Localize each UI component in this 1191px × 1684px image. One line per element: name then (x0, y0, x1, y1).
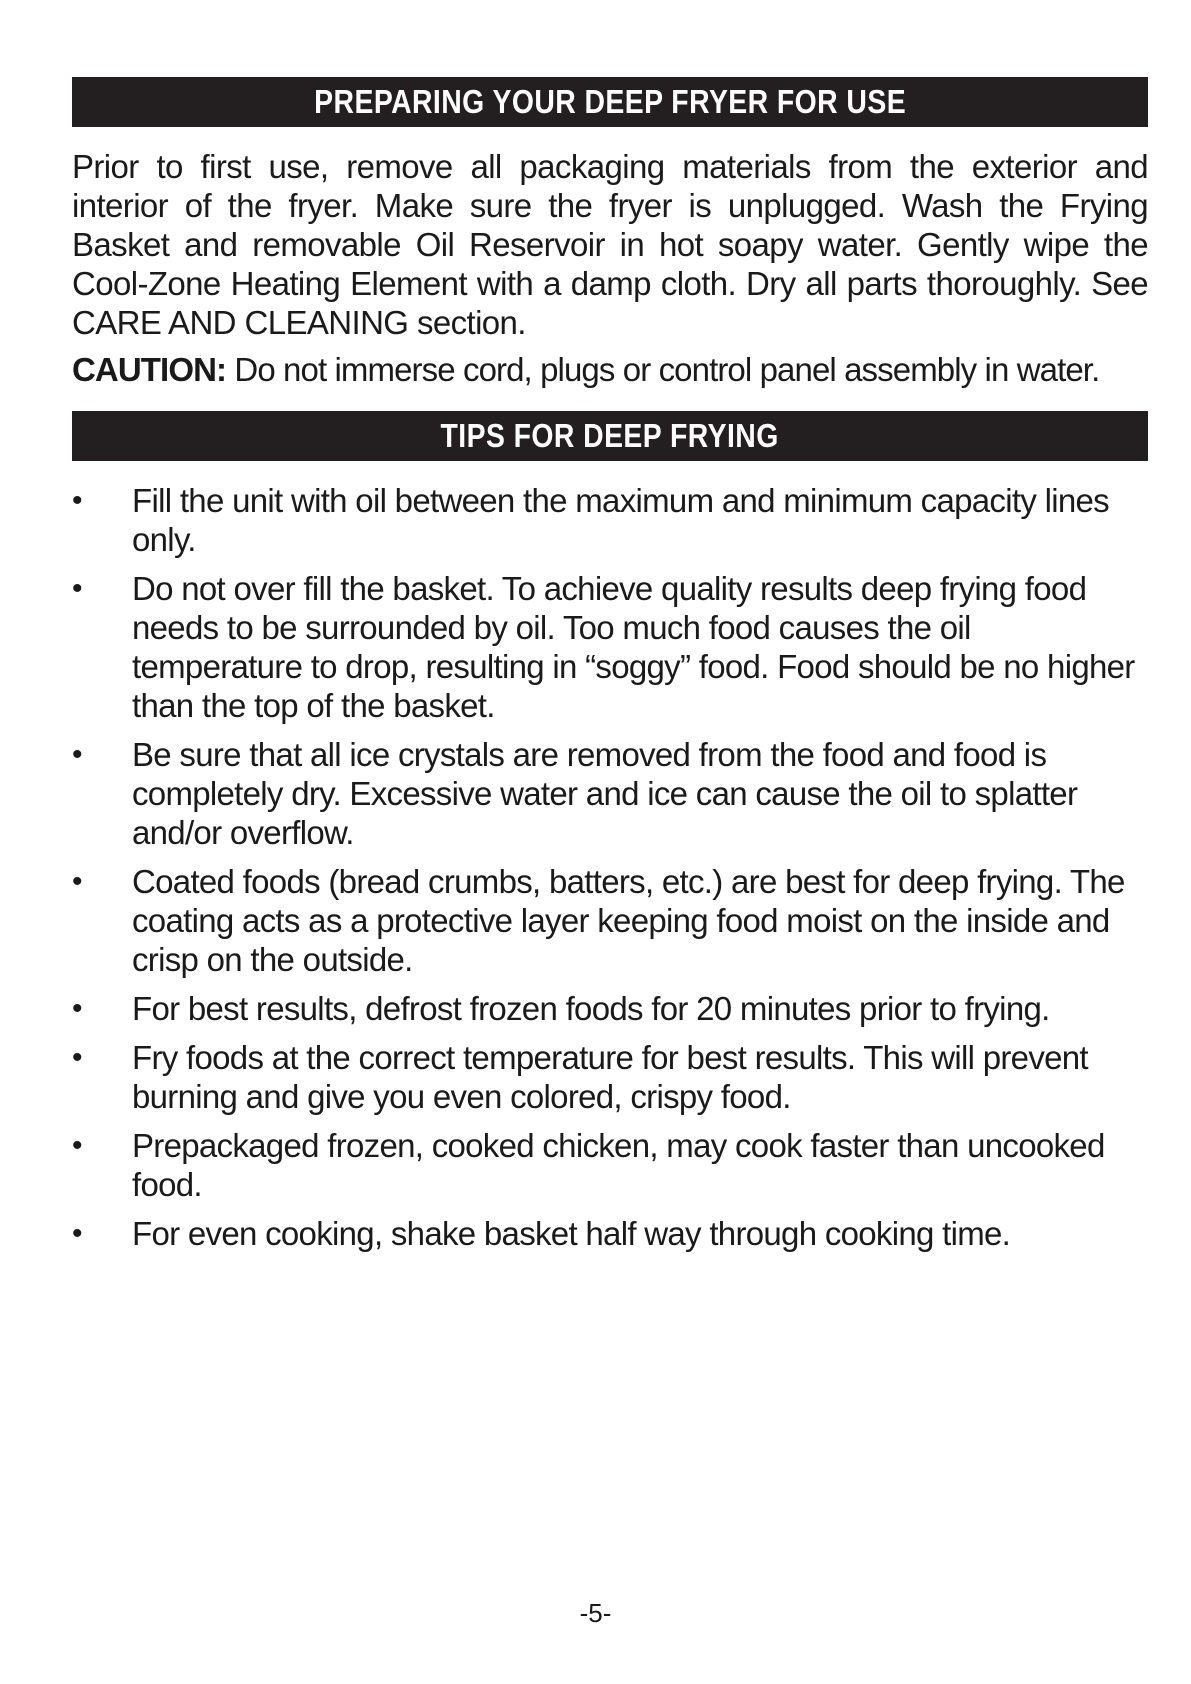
page-number: -5- (579, 1598, 612, 1628)
caution-label: CAUTION: (72, 351, 227, 388)
bullet-icon: • (72, 572, 82, 605)
list-item (72, 569, 1148, 725)
caution-note (72, 350, 1148, 389)
tip-text: For best results, defrost frozen foods for 20 minutes prior to frying. (132, 990, 1050, 1027)
section-title: TIPS FOR DEEP FRYING (440, 417, 780, 454)
tip-text: Do not over fill the basket. To achieve quality results deep frying food needs to be surrounded by oil. Too much food causes the oil temperature to drop, resulting in “soggy” food. Food should be no higher than the top of the basket. (132, 570, 1135, 724)
bullet-icon: • (72, 1217, 82, 1250)
manual-page (72, 77, 1148, 1263)
bullet-icon: • (72, 865, 82, 898)
list-item (72, 735, 1148, 852)
tip-text: Coated foods (bread crumbs, batters, etc.) are best for deep frying. The coating acts as a protective layer keeping food moist on the inside and crisp on the outside. (132, 863, 1125, 978)
tip-text: For even cooking, shake basket half way through cooking time. (132, 1215, 1011, 1252)
preparing-instructions: Prior to first use, remove all packaging materials from the exterior and interior of the fryer. Make sure the fryer is unplugged. Wash the Frying Basket and removable Oil Reservoir in hot soapy water. Gently wipe the Cool-Zone Heating Element with a damp cloth. Dry all parts thoroughly. See CARE AND CLEANING section. (72, 148, 1148, 341)
bullet-icon: • (72, 992, 82, 1025)
tip-text: Prepackaged frozen, cooked chicken, may cook faster than uncooked food. (132, 1127, 1105, 1203)
list-item (72, 989, 1148, 1028)
section-header-tips (72, 411, 1148, 461)
bullet-icon: • (72, 1129, 82, 1162)
list-item (72, 481, 1148, 559)
section-title: PREPARING YOUR DEEP FRYER FOR USE (314, 83, 906, 120)
list-item (72, 1038, 1148, 1116)
list-item (72, 862, 1148, 979)
bullet-icon: • (72, 484, 82, 517)
list-item (72, 1214, 1148, 1253)
tips-list (72, 481, 1148, 1253)
caution-text: Do not immerse cord, plugs or control panel assembly in water. (226, 351, 1100, 388)
tip-text: Fill the unit with oil between the maximum and minimum capacity lines only. (132, 482, 1109, 558)
tip-text: Fry foods at the correct temperature for best results. This will prevent burning and give you even colored, crispy food. (132, 1039, 1088, 1115)
list-item (72, 1126, 1148, 1204)
tip-text: Be sure that all ice crystals are removed from the food and food is completely dry. Excessive water and ice can cause the oil to splatter and/or overflow. (132, 736, 1078, 851)
bullet-icon: • (72, 738, 82, 771)
section-header-preparing (72, 77, 1148, 127)
bullet-icon: • (72, 1041, 82, 1074)
